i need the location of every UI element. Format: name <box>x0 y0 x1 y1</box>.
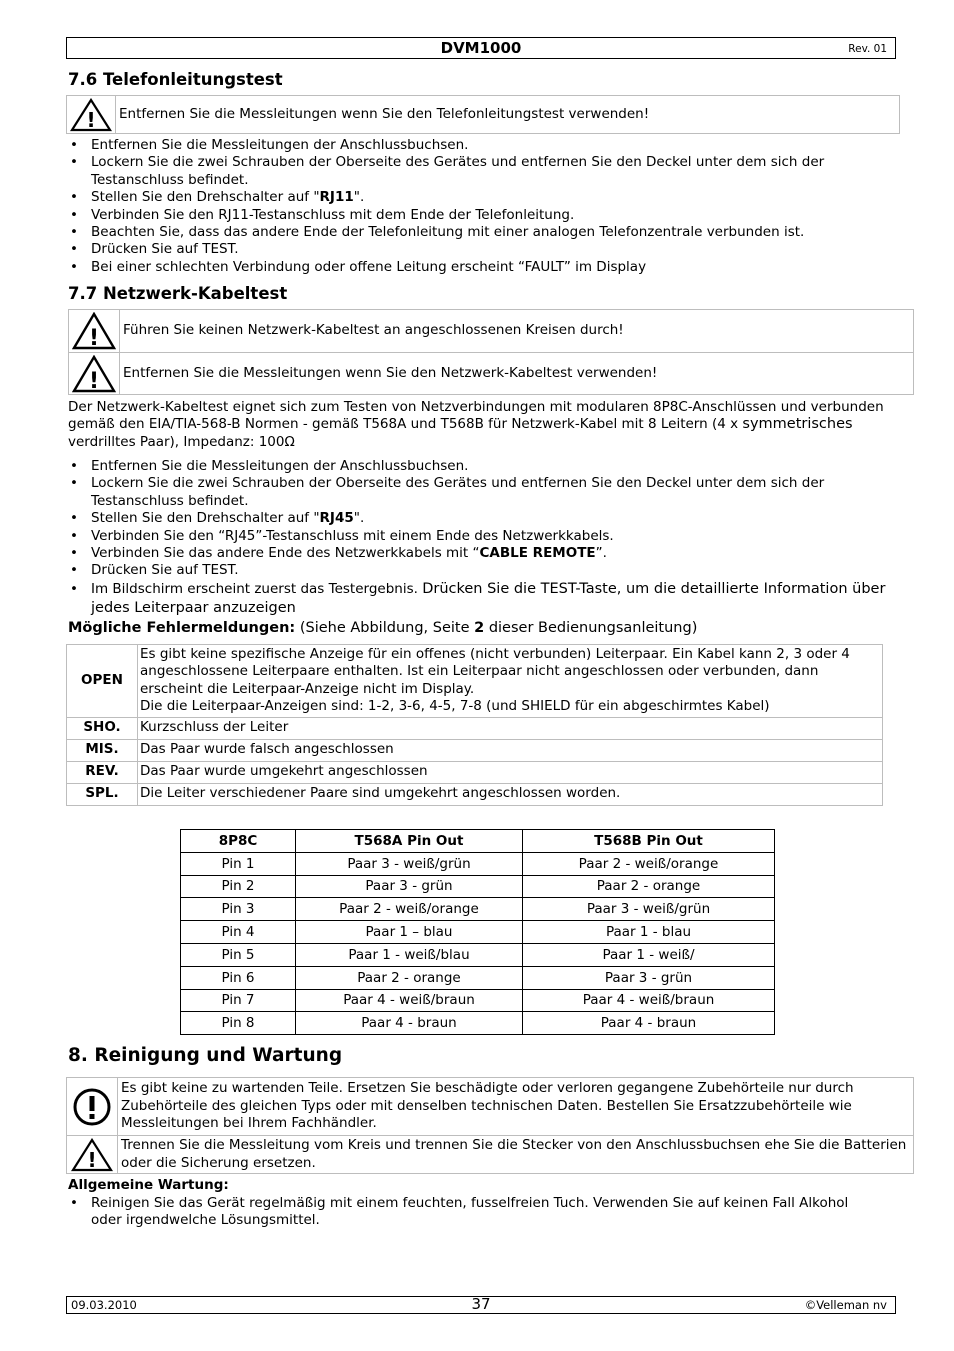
table-cell: Paar 2 - weiß/orange <box>523 852 775 875</box>
warning-triangle-icon <box>69 310 120 352</box>
table-row <box>67 761 883 783</box>
warning-box-7-7 <box>68 309 914 395</box>
page-header <box>66 37 896 59</box>
table-row <box>181 852 775 875</box>
table-cell: Pin 4 <box>181 921 296 944</box>
error-description: Kurzschluss der Leiter <box>138 717 883 739</box>
note-text: Es gibt keine zu wartenden Teile. Ersetzen Sie beschädigte oder verloren gegangene Zubehörteile nur durch Zubehörteile des gleichen Typs oder mit denselben technischen Daten. Bestellen Sie Ersatzzubehörteile wie Messleitungen bei Ihrem Fachhändler. <box>121 1080 854 1132</box>
table-cell: Paar 4 - braun <box>523 1012 775 1035</box>
table-cell: Pin 1 <box>181 852 296 875</box>
table-cell: Pin 3 <box>181 898 296 921</box>
table-row <box>181 875 775 898</box>
table-cell: Pin 2 <box>181 875 296 898</box>
table-cell: Paar 4 - weiß/braun <box>523 989 775 1012</box>
table-row <box>181 898 775 921</box>
table-row <box>67 645 883 718</box>
list-item: • Entfernen Sie die Messleitungen der Anschlussbuchsen. <box>68 137 898 154</box>
page-footer <box>66 1296 896 1314</box>
pin-out-table <box>180 829 775 1035</box>
svg-text:!: ! <box>86 107 96 132</box>
table-cell: Paar 1 - weiß/ <box>523 943 775 966</box>
table-row <box>181 943 775 966</box>
warning-triangle-icon <box>67 96 116 133</box>
svg-text:!: ! <box>88 368 100 393</box>
list-item: • Verbinden Sie das andere Ende des Netzwerkkabels mit “CABLE REMOTE”. <box>68 545 898 562</box>
table-row <box>181 966 775 989</box>
table-cell: Pin 6 <box>181 966 296 989</box>
table-cell: Paar 3 - grün <box>296 875 523 898</box>
table-row <box>181 1012 775 1035</box>
error-messages-heading: Mögliche Fehlermeldungen: (Siehe Abbildung, Seite 2 dieser Bedienungsanleitung) <box>68 620 698 636</box>
list-item: • Verbinden Sie den RJ11-Testanschluss mit dem Ende der Telefonleitung. <box>68 207 898 224</box>
table-cell: Pin 8 <box>181 1012 296 1035</box>
network-test-intro: Der Netzwerk-Kabeltest eignet sich zum Testen von Netzverbindungen mit modularen 8P8C-Anschlüssen und verbunden gemäß den EIA/TIA-568-B Normen - gemäß T568A und T568B für Netzwerk-Kabel mit 8 Leitern (4 x symmetrisches verdrilltes Paar), Impedanz: 100Ω <box>68 399 884 450</box>
warning-text: Führen Sie keinen Netzwerk-Kabeltest an angeschlossenen Kreisen durch! <box>123 322 624 339</box>
note-text: Trennen Sie die Messleitung vom Kreis und trennen Sie die Stecker von den Anschlussbuchsen ehe Sie die Batterien oder die Sicherung ersetzen. <box>121 1137 907 1171</box>
table-cell: Paar 3 - weiß/grün <box>523 898 775 921</box>
section-title-7-7: 7.7 Netzwerk-Kabeltest <box>68 284 288 303</box>
list-item: • Entfernen Sie die Messleitungen der Anschlussbuchsen. <box>68 458 898 475</box>
table-cell: Paar 1 - weiß/blau <box>296 943 523 966</box>
steps-list-7-6 <box>68 137 898 276</box>
steps-list-7-7 <box>68 458 898 619</box>
list-item: • Bei einer schlechten Verbindung oder offene Leitung erscheint “FAULT” im Display <box>68 259 898 276</box>
error-code: SPL. <box>67 783 138 805</box>
column-header: T568A Pin Out <box>296 830 523 853</box>
table-cell: Pin 7 <box>181 989 296 1012</box>
list-item: • Lockern Sie die zwei Schrauben der Oberseite des Gerätes und entfernen Sie den Deckel unter dem sich der Testanschluss befindet. <box>68 154 898 189</box>
error-description: Es gibt keine spezifische Anzeige für ein offenes (nicht verbunden) Leiterpaar. Ein Kabel kann 2, 3 oder 4 angeschlossene Leiterpaare enthalten. Ist ein Leiterpaar nicht angeschlossen oder verbunden, dann erscheint die Leiterpaar-Anzeige nicht im Display. Die die Leiterpaar-Anzeigen sind: 1-2, 3-6, 4-5, 7-8 (und SHIELD für ein abgeschirmtes Kabel) <box>138 645 883 718</box>
table-row <box>67 739 883 761</box>
svg-text:!: ! <box>87 1147 97 1172</box>
table-cell: Paar 1 – blau <box>296 921 523 944</box>
document-title: DVM1000 <box>440 39 522 57</box>
list-item: • Stellen Sie den Drehschalter auf "RJ11". <box>68 189 898 206</box>
revision-label: Rev. 01 <box>848 43 887 55</box>
list-item: • Drücken Sie auf TEST. <box>68 241 898 258</box>
table-cell: Pin 5 <box>181 943 296 966</box>
column-header: 8P8C <box>181 830 296 853</box>
list-item: • Stellen Sie den Drehschalter auf "RJ45". <box>68 510 898 527</box>
exclamation-circle-icon <box>67 1078 118 1135</box>
footer-copyright: ©Velleman nv <box>804 1298 887 1312</box>
table-row <box>67 783 883 805</box>
general-maintenance-heading: Allgemeine Wartung: <box>68 1177 229 1193</box>
table-cell: Paar 4 - weiß/braun <box>296 989 523 1012</box>
table-cell: Paar 3 - grün <box>523 966 775 989</box>
table-header-row <box>181 830 775 853</box>
table-row <box>181 989 775 1012</box>
error-description: Das Paar wurde umgekehrt angeschlossen <box>138 761 883 783</box>
error-code: OPEN <box>67 645 138 718</box>
table-cell: Paar 2 - orange <box>523 875 775 898</box>
error-messages-table <box>66 644 883 806</box>
list-item: • Beachten Sie, dass das andere Ende der Telefonleitung mit einer analogen Telefonzentrale verbunden ist. <box>68 224 898 241</box>
svg-text:!: ! <box>88 326 100 350</box>
warning-box-7-6 <box>66 95 900 134</box>
list-item: • Lockern Sie die zwei Schrauben der Oberseite des Gerätes und entfernen Sie den Deckel unter dem sich der Testanschluss befindet. <box>68 475 898 510</box>
table-cell: Paar 2 - orange <box>296 966 523 989</box>
table-cell: Paar 1 - blau <box>523 921 775 944</box>
error-code: MIS. <box>67 739 138 761</box>
table-cell: Paar 3 - weiß/grün <box>296 852 523 875</box>
table-row <box>181 921 775 944</box>
column-header: T568B Pin Out <box>523 830 775 853</box>
list-item: • Reinigen Sie das Gerät regelmäßig mit einem feuchten, fusselfreien Tuch. Verwenden Sie auf keinen Fall Alkohol oder irgendwelche Lösungsmittel. <box>68 1195 868 1230</box>
warning-text: Entfernen Sie die Messleitungen wenn Sie den Telefonleitungstest verwenden! <box>119 105 650 122</box>
error-code: SHO. <box>67 717 138 739</box>
warning-text: Entfernen Sie die Messleitungen wenn Sie den Netzwerk-Kabeltest verwenden! <box>123 364 658 381</box>
table-row <box>67 717 883 739</box>
warning-triangle-icon <box>67 1136 118 1173</box>
page-number: 37 <box>471 1295 491 1313</box>
footer-date: 09.03.2010 <box>71 1298 137 1312</box>
section-title-7-6: 7.6 Telefonleitungstest <box>68 70 283 89</box>
list-item: • Verbinden Sie den “RJ45”-Testanschluss mit einem Ende des Netzwerkkabels. <box>68 528 898 545</box>
table-cell: Paar 2 - weiß/orange <box>296 898 523 921</box>
error-description: Die Leiter verschiedener Paare sind umgekehrt angeschlossen worden. <box>138 783 883 805</box>
maintenance-notes-box <box>66 1077 914 1174</box>
warning-triangle-icon <box>69 353 120 394</box>
list-item: • Drücken Sie auf TEST. <box>68 562 898 579</box>
list-item: • Im Bildschirm erscheint zuerst das Testergebnis. Drücken Sie die TEST-Taste, um die detaillierte Information über jedes Leiterpaar anzuzeigen <box>68 580 898 619</box>
general-maintenance-list <box>68 1195 868 1230</box>
error-code: REV. <box>67 761 138 783</box>
table-cell: Paar 4 - braun <box>296 1012 523 1035</box>
section-title-8: 8. Reinigung und Wartung <box>68 1045 343 1066</box>
error-description: Das Paar wurde falsch angeschlossen <box>138 739 883 761</box>
